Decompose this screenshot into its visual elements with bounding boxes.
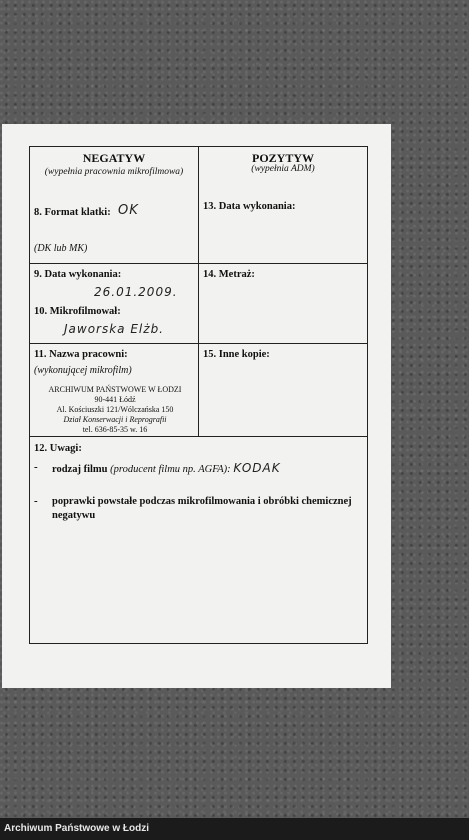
rodzaj-filmu-value: KODAK bbox=[233, 461, 281, 475]
footer-bar bbox=[0, 818, 469, 840]
bullet-1: - bbox=[34, 461, 38, 473]
format-klatki-note: (DK lub MK) bbox=[34, 243, 88, 254]
stamp-line-3: Al. Kościuszki 121/Wólczańska 150 bbox=[56, 405, 174, 414]
stamp-line-1: ARCHIWUM PAŃSTWOWE W ŁODZI bbox=[48, 385, 182, 394]
rodzaj-filmu-note: (producent filmu np. AGFA): bbox=[110, 464, 231, 475]
divider-row-1 bbox=[30, 263, 367, 264]
data-wykonania-label: 9. Data wykonania: bbox=[34, 269, 122, 280]
format-klatki-value: OK bbox=[118, 203, 139, 218]
inne-kopie-label: 15. Inne kopie: bbox=[203, 349, 270, 360]
metraz-label: 14. Metraż: bbox=[203, 269, 255, 280]
mikrofilmowal-signature: Jaworska Elżb. bbox=[64, 322, 164, 336]
document-card bbox=[2, 124, 391, 688]
uwagi-label: 12. Uwagi: bbox=[34, 443, 82, 454]
pozytyw-title: POZYTYW bbox=[251, 151, 314, 165]
divider-row-3 bbox=[30, 436, 367, 437]
negatyw-subtitle: (wypełnia pracownia mikrofilmowa) bbox=[44, 167, 184, 177]
stamp-line-4: Dział Konserwacji i Reprografii bbox=[63, 415, 167, 424]
microfilm-form bbox=[29, 146, 368, 644]
negatyw-title: NEGATYW bbox=[82, 151, 146, 165]
footer-text: Archiwum Państwowe w Łodzi bbox=[4, 823, 150, 834]
uwagi-line-1 bbox=[52, 461, 364, 475]
stamp-line-5: tel. 636-85-35 w. 16 bbox=[82, 425, 148, 434]
pozytyw-data-label: 13. Data wykonania: bbox=[203, 201, 296, 212]
uwagi-line-2: poprawki powstałe podczas mikrofilmowania i obróbki chemicznej negatywu bbox=[52, 496, 352, 521]
nazwa-pracowni-note: (wykonującej mikrofilm) bbox=[34, 365, 132, 376]
rodzaj-filmu-label: rodzaj filmu bbox=[52, 464, 108, 475]
mikrofilmowal-label: 10. Mikrofilmował: bbox=[34, 306, 121, 317]
divider-vertical bbox=[198, 147, 199, 437]
format-klatki-label: 8. Format klatki: bbox=[34, 207, 111, 218]
nazwa-pracowni-label: 11. Nazwa pracowni: bbox=[34, 349, 128, 360]
data-wykonania-value: 26.01.2009. bbox=[94, 285, 178, 299]
archive-stamp bbox=[34, 385, 196, 435]
bullet-2: - bbox=[34, 495, 38, 507]
pozytyw-subtitle: (wypełnia ADM) bbox=[251, 164, 315, 174]
divider-row-2 bbox=[30, 343, 367, 344]
stamp-line-2: 90-441 Łódź bbox=[94, 395, 136, 404]
